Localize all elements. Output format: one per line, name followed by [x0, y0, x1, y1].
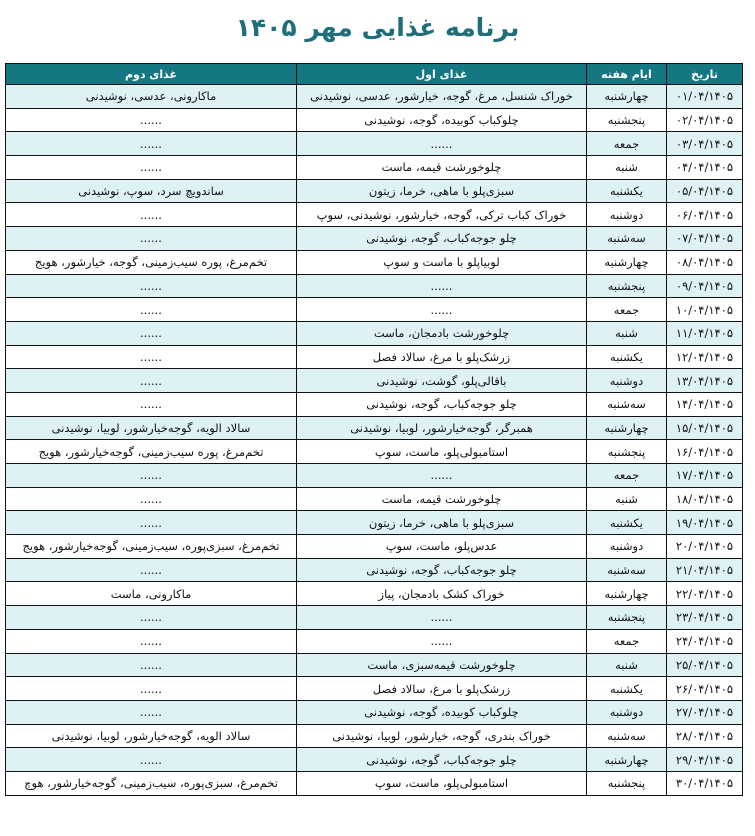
table-row [6, 606, 743, 630]
second-meal-cell: ...... [6, 677, 297, 701]
first-meal-cell: خوراک شنسل، مرغ، گوجه، خیارشور، عدسی، نوشیدنی [297, 85, 587, 109]
date-cell: ۲۹/۰۴/۱۴۰۵ [667, 748, 743, 772]
date-cell: ۰۶/۰۴/۱۴۰۵ [667, 203, 743, 227]
second-meal-cell: ...... [6, 156, 297, 180]
second-meal-cell: تخم‌مرغ، سبزی‌پوره، سیب‌زمینی، گوجه‌خیارشور، هوچ [6, 771, 297, 795]
first-meal-cell: خوراک کشک بادمجان، پیاز [297, 582, 587, 606]
second-meal-cell: ماکارونی، عدسی، نوشیدنی [6, 85, 297, 109]
first-meal-cell: چلوخورشت قیمه، ماست [297, 156, 587, 180]
date-cell: ۱۷/۰۴/۱۴۰۵ [667, 464, 743, 488]
second-meal-cell: ...... [6, 511, 297, 535]
first-meal-cell: خوراک کباب ترکی، گوجه، خیارشور، نوشیدنی، سوپ [297, 203, 587, 227]
first-meal-cell: زرشک‌پلو با مرغ، سالاد فصل [297, 345, 587, 369]
second-meal-cell: ...... [6, 203, 297, 227]
header-first-meal: غذای اول [297, 64, 587, 85]
weekday-cell: پنجشنبه [587, 606, 667, 630]
weekday-cell: جمعه [587, 629, 667, 653]
date-cell: ۲۱/۰۴/۱۴۰۵ [667, 558, 743, 582]
date-cell: ۰۱/۰۴/۱۴۰۵ [667, 85, 743, 109]
date-cell: ۰۴/۰۴/۱۴۰۵ [667, 156, 743, 180]
table-row [6, 156, 743, 180]
date-cell: ۰۹/۰۴/۱۴۰۵ [667, 274, 743, 298]
first-meal-cell: چلو جوجه‌کباب، گوجه، نوشیدنی [297, 392, 587, 416]
table-row [6, 558, 743, 582]
first-meal-cell: زرشک‌پلو با مرغ، سالاد فصل [297, 677, 587, 701]
table-row [6, 416, 743, 440]
table-row [6, 724, 743, 748]
date-cell: ۰۳/۰۴/۱۴۰۵ [667, 132, 743, 156]
date-cell: ۲۵/۰۴/۱۴۰۵ [667, 653, 743, 677]
date-cell: ۱۲/۰۴/۱۴۰۵ [667, 345, 743, 369]
first-meal-cell: ...... [297, 274, 587, 298]
table-row [6, 345, 743, 369]
first-meal-cell: ...... [297, 298, 587, 322]
date-cell: ۱۹/۰۴/۱۴۰۵ [667, 511, 743, 535]
first-meal-cell: چلو جوجه‌کباب، گوجه، نوشیدنی [297, 748, 587, 772]
second-meal-cell: ...... [6, 629, 297, 653]
second-meal-cell: تخم‌مرغ، پوره سیب‌زمینی، گوجه، خیارشور، هویج [6, 250, 297, 274]
first-meal-cell: عدس‌پلو، ماست، سوپ [297, 535, 587, 559]
first-meal-cell: همبرگر، گوجه‌خیارشور، لوبیا، نوشیدنی [297, 416, 587, 440]
table-row [6, 298, 743, 322]
second-meal-cell: ...... [6, 108, 297, 132]
second-meal-cell: ...... [6, 298, 297, 322]
date-cell: ۲۸/۰۴/۱۴۰۵ [667, 724, 743, 748]
table-row [6, 487, 743, 511]
second-meal-cell: ...... [6, 558, 297, 582]
weekday-cell: سه‌شنبه [587, 392, 667, 416]
second-meal-cell: ...... [6, 464, 297, 488]
first-meal-cell: چلو جوجه‌کباب، گوجه، نوشیدنی [297, 227, 587, 251]
weekday-cell: سه‌شنبه [587, 558, 667, 582]
second-meal-cell: سالاد الویه، گوجه‌خیارشور، لوبیا، نوشیدنی [6, 416, 297, 440]
second-meal-cell: ...... [6, 606, 297, 630]
weekday-cell: سه‌شنبه [587, 724, 667, 748]
date-cell: ۱۶/۰۴/۱۴۰۵ [667, 440, 743, 464]
meal-schedule-table [5, 63, 743, 796]
weekday-cell: چهارشنبه [587, 85, 667, 109]
second-meal-cell: ...... [6, 132, 297, 156]
weekday-cell: پنجشنبه [587, 108, 667, 132]
header-date: تاریخ [667, 64, 743, 85]
weekday-cell: یکشنبه [587, 179, 667, 203]
date-cell: ۱۱/۰۴/۱۴۰۵ [667, 321, 743, 345]
table-row [6, 629, 743, 653]
date-cell: ۰۸/۰۴/۱۴۰۵ [667, 250, 743, 274]
weekday-cell: پنجشنبه [587, 440, 667, 464]
weekday-cell: جمعه [587, 298, 667, 322]
first-meal-cell: لوبیاپلو با ماست و سوپ [297, 250, 587, 274]
weekday-cell: یکشنبه [587, 345, 667, 369]
weekday-cell: دوشنبه [587, 535, 667, 559]
table-row [6, 227, 743, 251]
table-row [6, 511, 743, 535]
table-row [6, 677, 743, 701]
second-meal-cell: ماکارونی، ماست [6, 582, 297, 606]
weekday-cell: دوشنبه [587, 700, 667, 724]
table-row [6, 392, 743, 416]
date-cell: ۲۶/۰۴/۱۴۰۵ [667, 677, 743, 701]
date-cell: ۰۲/۰۴/۱۴۰۵ [667, 108, 743, 132]
weekday-cell: شنبه [587, 487, 667, 511]
table-row [6, 369, 743, 393]
weekday-cell: شنبه [587, 321, 667, 345]
first-meal-cell: استامبولی‌پلو، ماست، سوپ [297, 440, 587, 464]
first-meal-cell: سبزی‌پلو با ماهی، خرما، زیتون [297, 179, 587, 203]
first-meal-cell: چلوخورشت قیمه‌سبزی، ماست [297, 653, 587, 677]
table-row [6, 203, 743, 227]
weekday-cell: یکشنبه [587, 511, 667, 535]
weekday-cell: دوشنبه [587, 369, 667, 393]
second-meal-cell: ...... [6, 392, 297, 416]
first-meal-cell: سبزی‌پلو با ماهی، خرما، زیتون [297, 511, 587, 535]
header-weekday: ایام هفته [587, 64, 667, 85]
date-cell: ۳۰/۰۴/۱۴۰۵ [667, 771, 743, 795]
weekday-cell: جمعه [587, 132, 667, 156]
weekday-cell: پنجشنبه [587, 771, 667, 795]
weekday-cell: سه‌شنبه [587, 227, 667, 251]
second-meal-cell: ...... [6, 274, 297, 298]
first-meal-cell: ...... [297, 464, 587, 488]
weekday-cell: دوشنبه [587, 203, 667, 227]
table-row [6, 274, 743, 298]
table-row [6, 700, 743, 724]
weekday-cell: چهارشنبه [587, 582, 667, 606]
table-row [6, 582, 743, 606]
first-meal-cell: چلوخورشت بادمجان، ماست [297, 321, 587, 345]
second-meal-cell: ...... [6, 369, 297, 393]
weekday-cell: یکشنبه [587, 677, 667, 701]
date-cell: ۰۷/۰۴/۱۴۰۵ [667, 227, 743, 251]
table-body [6, 85, 743, 796]
first-meal-cell: ...... [297, 606, 587, 630]
table-row [6, 653, 743, 677]
date-cell: ۱۵/۰۴/۱۴۰۵ [667, 416, 743, 440]
table-row [6, 250, 743, 274]
table-row [6, 535, 743, 559]
second-meal-cell: تخم‌مرغ، سبزی‌پوره، سیب‌زمینی، گوجه‌خیارشور، هویج [6, 535, 297, 559]
second-meal-cell: ...... [6, 345, 297, 369]
page-title: برنامه غذایی مهر ۱۴۰۵ [235, 13, 520, 42]
second-meal-cell: ...... [6, 653, 297, 677]
first-meal-cell: باقالی‌پلو، گوشت، نوشیدنی [297, 369, 587, 393]
first-meal-cell: چلو جوجه‌کباب، گوجه، نوشیدنی [297, 558, 587, 582]
second-meal-cell: ...... [6, 321, 297, 345]
table-row [6, 108, 743, 132]
first-meal-cell: استامبولی‌پلو، ماست، سوپ [297, 771, 587, 795]
weekday-cell: چهارشنبه [587, 416, 667, 440]
second-meal-cell: ...... [6, 227, 297, 251]
second-meal-cell: ...... [6, 748, 297, 772]
table-row [6, 464, 743, 488]
first-meal-cell: چلوخورشت قیمه، ماست [297, 487, 587, 511]
table-row [6, 748, 743, 772]
weekday-cell: چهارشنبه [587, 748, 667, 772]
second-meal-cell: سالاد الویه، گوجه‌خیارشور، لوبیا، نوشیدنی [6, 724, 297, 748]
table-header-row [6, 64, 743, 85]
date-cell: ۲۷/۰۴/۱۴۰۵ [667, 700, 743, 724]
table-row [6, 440, 743, 464]
first-meal-cell: چلوکباب کوبیده، گوجه، نوشیدنی [297, 700, 587, 724]
weekday-cell: پنجشنبه [587, 274, 667, 298]
weekday-cell: شنبه [587, 156, 667, 180]
weekday-cell: جمعه [587, 464, 667, 488]
second-meal-cell: ...... [6, 487, 297, 511]
table-row [6, 179, 743, 203]
first-meal-cell: چلوکباب کوبیده، گوجه، نوشیدنی [297, 108, 587, 132]
table-row [6, 85, 743, 109]
date-cell: ۱۰/۰۴/۱۴۰۵ [667, 298, 743, 322]
table-row [6, 132, 743, 156]
second-meal-cell: ...... [6, 700, 297, 724]
second-meal-cell: تخم‌مرغ، پوره سیب‌زمینی، گوجه‌خیارشور، هویج [6, 440, 297, 464]
date-cell: ۱۴/۰۴/۱۴۰۵ [667, 392, 743, 416]
table-row [6, 771, 743, 795]
date-cell: ۲۴/۰۴/۱۴۰۵ [667, 629, 743, 653]
first-meal-cell: ...... [297, 629, 587, 653]
date-cell: ۲۰/۰۴/۱۴۰۵ [667, 535, 743, 559]
date-cell: ۰۵/۰۴/۱۴۰۵ [667, 179, 743, 203]
table-row [6, 321, 743, 345]
weekday-cell: چهارشنبه [587, 250, 667, 274]
first-meal-cell: خوراک بندری، گوجه، خیارشور، لوبیا، نوشیدنی [297, 724, 587, 748]
date-cell: ۲۲/۰۴/۱۴۰۵ [667, 582, 743, 606]
header-second-meal: غذای دوم [6, 64, 297, 85]
date-cell: ۱۳/۰۴/۱۴۰۵ [667, 369, 743, 393]
second-meal-cell: ساندویچ سرد، سوپ، نوشیدنی [6, 179, 297, 203]
date-cell: ۲۳/۰۴/۱۴۰۵ [667, 606, 743, 630]
weekday-cell: شنبه [587, 653, 667, 677]
first-meal-cell: ...... [297, 132, 587, 156]
date-cell: ۱۸/۰۴/۱۴۰۵ [667, 487, 743, 511]
